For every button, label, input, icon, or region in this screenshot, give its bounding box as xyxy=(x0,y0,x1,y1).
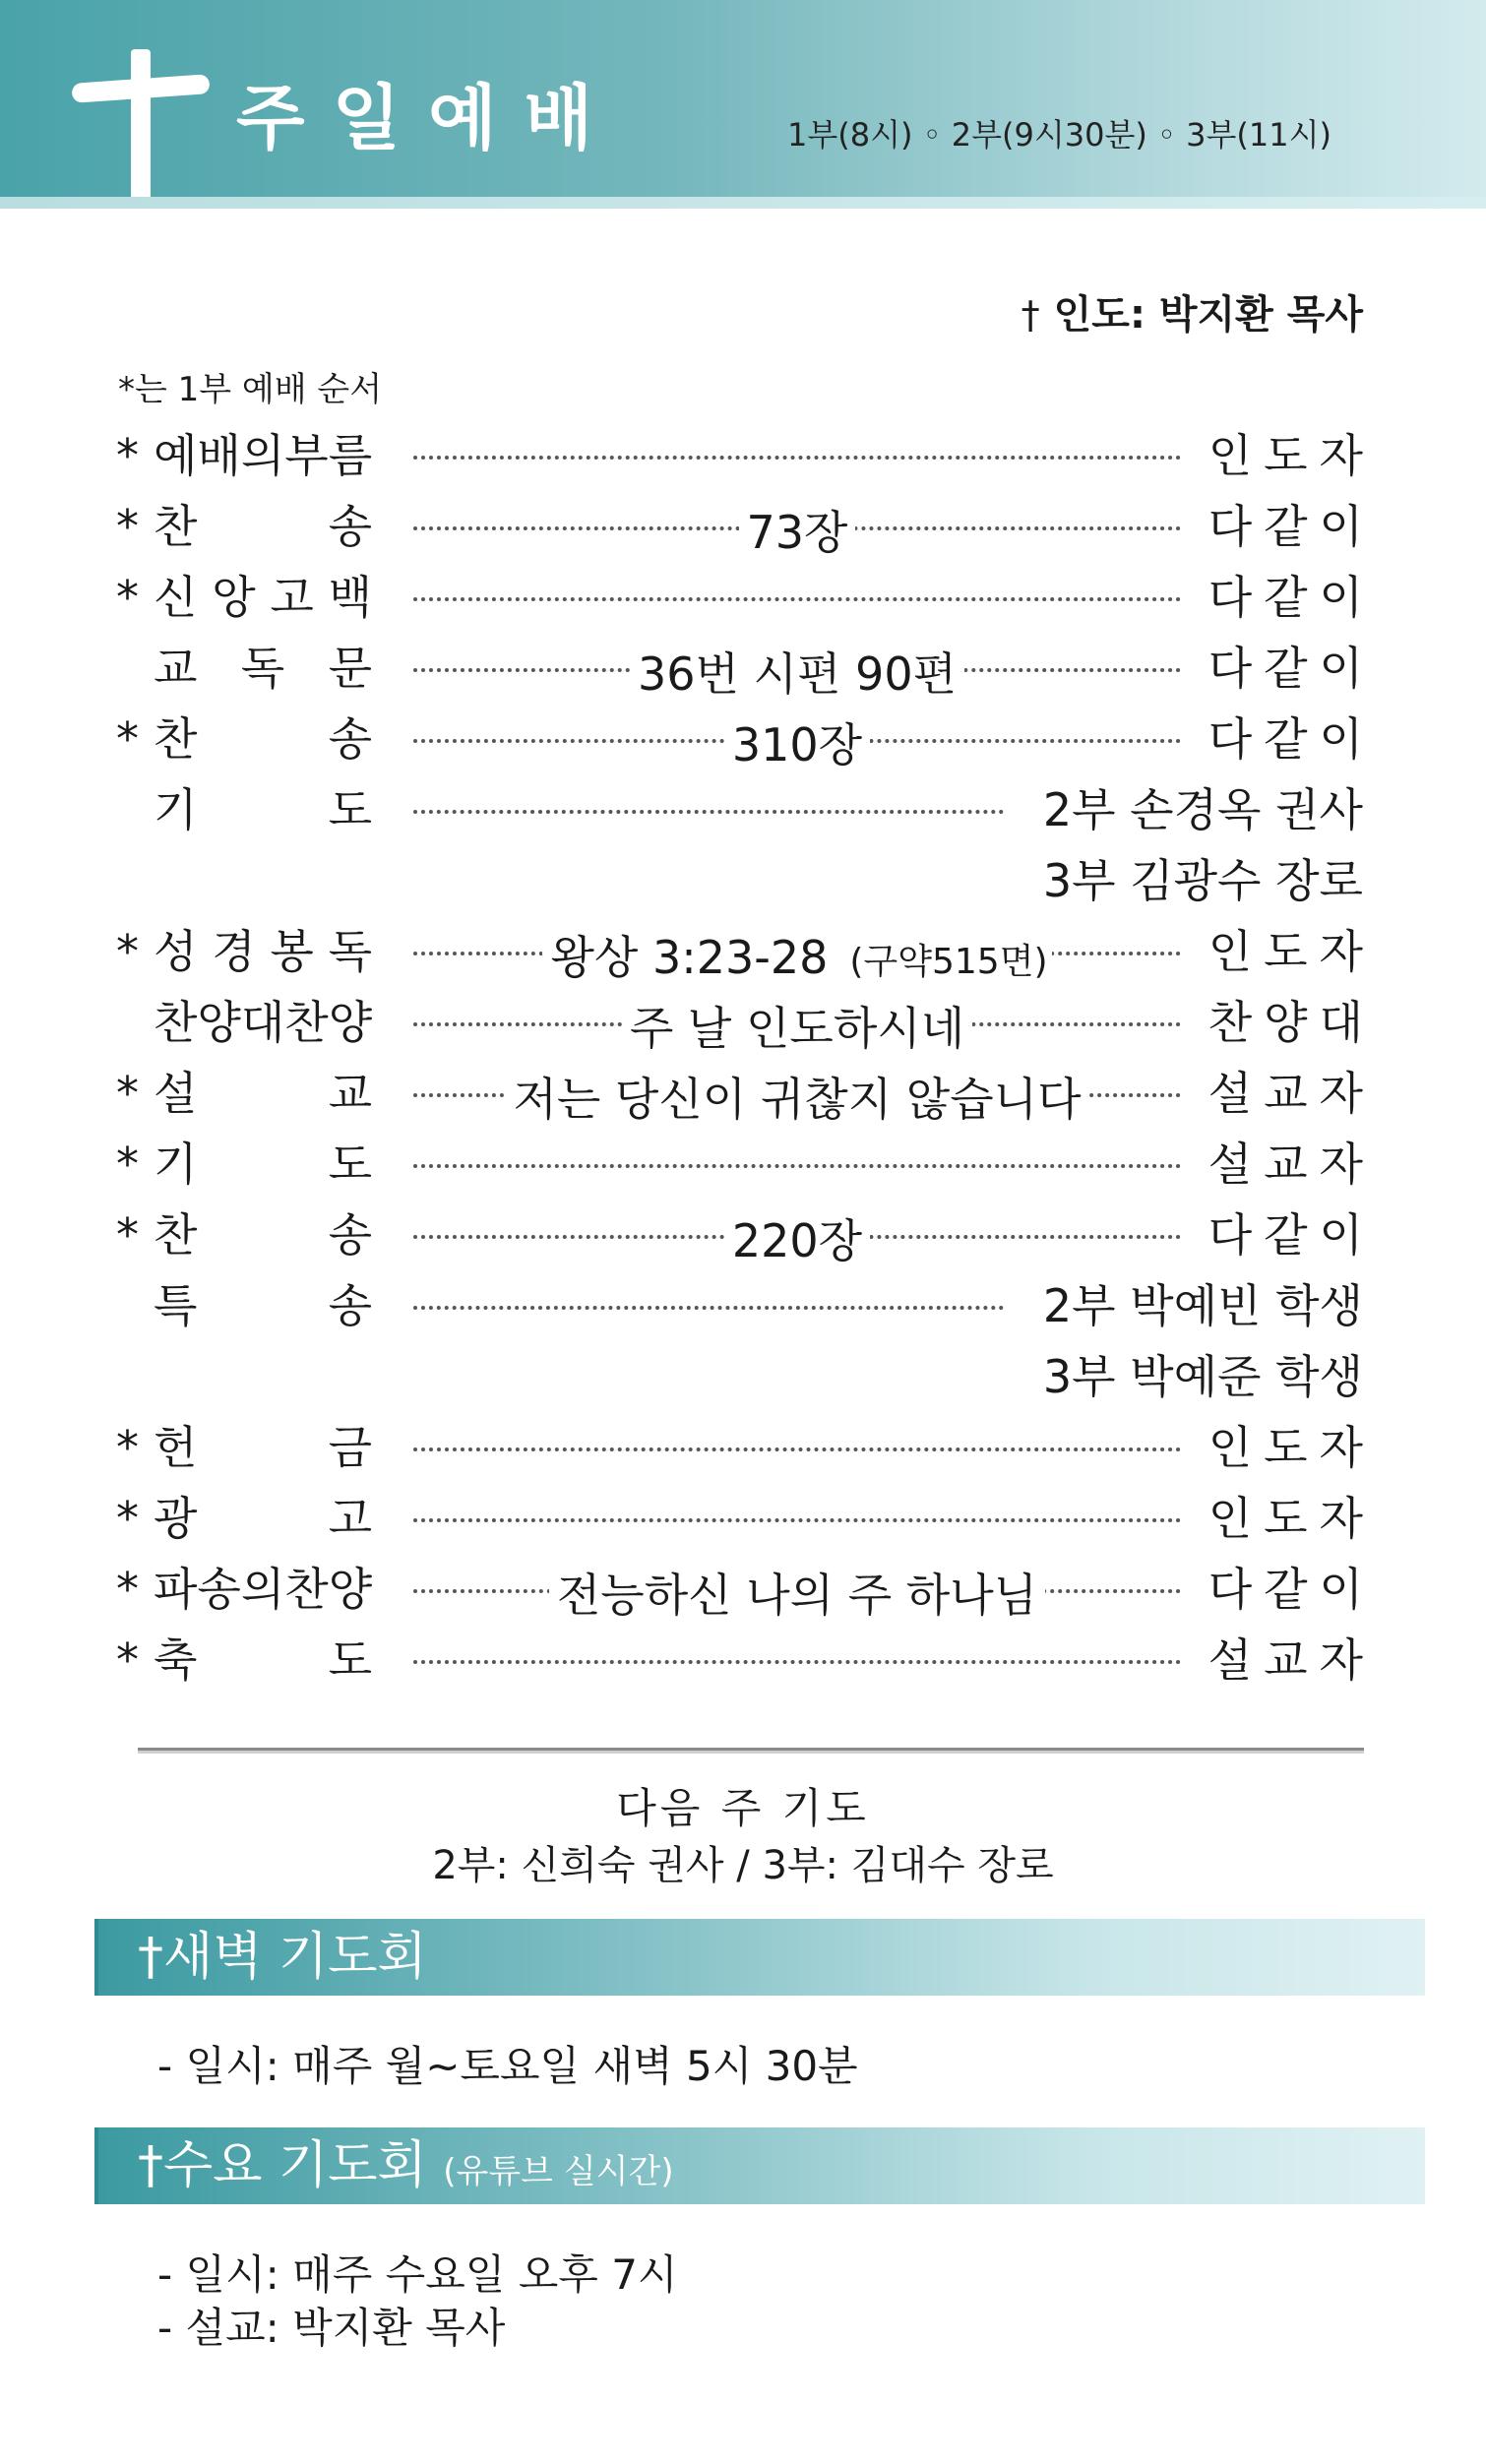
first-service-marker: * xyxy=(116,1138,139,1191)
order-item-responsible: 3부 김광수 장로 xyxy=(1042,854,1363,907)
order-item-responsible: 다같이 xyxy=(1207,1563,1375,1616)
order-item-responsible: 다같이 xyxy=(1207,571,1375,624)
order-item-detail xyxy=(413,993,1181,1064)
leader-text: 인도: 박지환 목사 xyxy=(1053,292,1363,338)
order-item-label-char: 독 xyxy=(240,642,285,695)
order-item-label xyxy=(154,1200,372,1270)
order-item-label-char: 송 xyxy=(328,1208,372,1262)
first-service-marker: * xyxy=(116,429,139,482)
first-service-marker: * xyxy=(116,1492,139,1545)
order-item-detail-note: (구약515면) xyxy=(849,942,1048,982)
wednesday-prayer-time: - 일시: 매주 수요일 오후 7시 xyxy=(157,2250,678,2299)
order-item-label-char: 금 xyxy=(328,1421,372,1474)
first-service-marker: * xyxy=(116,925,139,978)
order-item-detail-text: 310장 xyxy=(728,718,866,771)
next-week-title: 다음 주 기도 xyxy=(616,1784,870,1832)
dawn-prayer-time: - 일시: 매주 월~토요일 새벽 5시 30분 xyxy=(157,2042,858,2090)
wednesday-prayer-heading xyxy=(138,2127,674,2210)
header-strip xyxy=(0,197,1486,209)
order-item-responsible: 설교자 xyxy=(1207,1633,1375,1687)
section-divider xyxy=(138,1748,1364,1754)
order-item-label-char: 찬 xyxy=(154,1208,198,1262)
order-item-detail-text: 왕상 3:23-28 xyxy=(546,931,832,984)
dotted-leader xyxy=(413,1448,1181,1451)
dotted-leader xyxy=(413,1518,1181,1522)
order-row xyxy=(0,1200,1486,1270)
order-item-label-char: 교 xyxy=(328,1067,372,1120)
order-item-label xyxy=(154,1412,372,1483)
first-service-marker: * xyxy=(116,712,139,766)
order-item-label xyxy=(154,1554,372,1625)
order-item-label-char: 찬 xyxy=(154,500,198,553)
order-item-label xyxy=(154,1270,372,1341)
order-row xyxy=(0,1412,1486,1483)
order-item-label-char: 고 xyxy=(328,1492,372,1545)
order-row xyxy=(0,491,1486,562)
first-service-marker: * xyxy=(116,1421,139,1474)
first-service-marker: * xyxy=(116,1208,139,1262)
order-row xyxy=(0,704,1486,774)
dotted-leader xyxy=(413,1164,1181,1168)
order-item-label-char: 경 xyxy=(212,925,256,978)
order-item-label xyxy=(154,1625,372,1695)
order-row xyxy=(0,1483,1486,1554)
order-item-label xyxy=(154,420,372,491)
order-item-label-char: 예배의부름 xyxy=(154,429,373,482)
order-item-responsible: 찬양대 xyxy=(1207,996,1375,1049)
order-item-detail-text: 36번 시편 90편 xyxy=(634,647,960,701)
order-item-responsible: 인도자 xyxy=(1207,429,1375,482)
order-item-responsible: 인도자 xyxy=(1207,1421,1375,1474)
order-row xyxy=(0,633,1486,704)
order-item-label-char: 앙 xyxy=(212,571,256,624)
dawn-prayer-title: †새벽 기도회 xyxy=(138,1928,427,1987)
order-item-detail-text: 주 날 인도하시네 xyxy=(626,1002,968,1055)
dawn-prayer-header xyxy=(94,1919,1425,1996)
order-item-label-char: 송 xyxy=(328,712,372,766)
order-item-label-char: 교 xyxy=(154,642,198,695)
order-row xyxy=(0,1058,1486,1129)
order-item-responsible: 설교자 xyxy=(1207,1067,1375,1120)
first-service-marker: * xyxy=(116,500,139,553)
wednesday-prayer-subtitle: (유튜브 실시간) xyxy=(443,2152,674,2191)
order-item-label xyxy=(154,1058,372,1129)
order-item-label-char: 독 xyxy=(328,925,372,978)
order-item-label-char: 광 xyxy=(154,1492,198,1545)
order-item-detail-text: 73장 xyxy=(743,506,852,559)
wednesday-prayer-header xyxy=(94,2127,1425,2204)
order-item-label-char: 도 xyxy=(328,783,372,836)
service-leader xyxy=(1022,287,1363,342)
order-item-label-char: 찬양대찬양 xyxy=(154,996,373,1049)
order-item-label xyxy=(154,1129,372,1200)
dotted-leader xyxy=(413,597,1181,601)
order-row xyxy=(0,1554,1486,1625)
order-item-label-char: 기 xyxy=(154,783,198,836)
order-item-label-char: 문 xyxy=(328,642,372,695)
header-banner xyxy=(0,0,1486,197)
order-row xyxy=(0,1270,1486,1341)
order-item-detail-text: 전능하신 나의 주 하나님 xyxy=(553,1569,1041,1622)
order-item-label xyxy=(154,491,372,562)
order-item-detail xyxy=(413,639,1181,709)
dotted-leader xyxy=(413,1660,1181,1664)
order-item-responsible: 다같이 xyxy=(1207,712,1375,766)
order-item-detail xyxy=(413,709,1181,780)
order-item-label-char: 백 xyxy=(328,571,372,624)
order-item-detail-text: 저는 당신이 귀찮지 않습니다 xyxy=(509,1073,1084,1126)
first-service-marker: * xyxy=(116,571,139,624)
order-row xyxy=(0,562,1486,633)
order-item-detail xyxy=(413,497,1181,568)
dagger-icon: † xyxy=(1021,293,1040,337)
order-item-detail xyxy=(413,1560,1181,1631)
cross-icon xyxy=(131,49,151,209)
order-item-label xyxy=(154,704,372,774)
legend-note: *는 1부 예배 순서 xyxy=(118,370,383,409)
order-item-responsible: 다같이 xyxy=(1207,500,1375,553)
order-item-responsible: 다같이 xyxy=(1207,642,1375,695)
order-item-responsible: 2부 박예빈 학생 xyxy=(1042,1279,1363,1332)
order-item-label-char: 축 xyxy=(154,1633,198,1687)
order-row xyxy=(0,987,1486,1058)
order-item-responsible: 설교자 xyxy=(1207,1138,1375,1191)
page-title: 주일예배 xyxy=(236,77,621,159)
order-item-label-char: 송 xyxy=(328,500,372,553)
next-week-prayers: 2부: 신희숙 권사 / 3부: 김대수 장로 xyxy=(432,1843,1054,1888)
first-service-marker: * xyxy=(116,1067,139,1120)
order-item-label xyxy=(154,916,372,987)
order-item-label-char: 파송의찬양 xyxy=(154,1563,373,1616)
first-service-marker: * xyxy=(116,1563,139,1616)
order-item-label-char: 봉 xyxy=(270,925,314,978)
order-row xyxy=(0,774,1486,845)
order-item-detail xyxy=(413,1064,1181,1135)
order-item-detail xyxy=(413,1205,1181,1276)
order-row xyxy=(0,1341,1486,1412)
order-item-label-char: 도 xyxy=(328,1633,372,1687)
dotted-leader xyxy=(413,810,1004,814)
order-item-label xyxy=(154,1483,372,1554)
order-item-responsible: 2부 손경옥 권사 xyxy=(1042,783,1363,836)
order-row xyxy=(0,420,1486,491)
order-item-responsible: 3부 박예준 학생 xyxy=(1042,1350,1363,1403)
dotted-leader xyxy=(413,1306,1004,1310)
order-item-label-char: 기 xyxy=(154,1138,198,1191)
order-item-label-char: 신 xyxy=(154,571,198,624)
order-item-responsible: 인도자 xyxy=(1207,925,1375,978)
order-item-label-char: 찬 xyxy=(154,712,198,766)
order-row xyxy=(0,916,1486,987)
order-row xyxy=(0,845,1486,916)
order-item-responsible: 다같이 xyxy=(1207,1208,1375,1262)
wednesday-prayer-title: †수요 기도회 xyxy=(138,2136,427,2195)
order-item-label-char: 특 xyxy=(154,1279,198,1332)
order-item-label xyxy=(154,987,372,1058)
order-item-label-char: 헌 xyxy=(154,1421,198,1474)
service-times: 1부(8시) ◦ 2부(9시30분) ◦ 3부(11시) xyxy=(787,116,1331,154)
order-item-label-char: 성 xyxy=(154,925,198,978)
order-item-label-char: 고 xyxy=(270,571,314,624)
order-item-responsible: 인도자 xyxy=(1207,1492,1375,1545)
order-item-label xyxy=(154,562,372,633)
wednesday-prayer-preacher: - 설교: 박지환 목사 xyxy=(157,2304,506,2352)
order-item-label-char: 송 xyxy=(328,1279,372,1332)
dotted-leader xyxy=(413,456,1181,460)
order-item-label-char: 도 xyxy=(328,1138,372,1191)
first-service-marker: * xyxy=(116,1633,139,1687)
order-row xyxy=(0,1625,1486,1695)
order-item-detail-text: 220장 xyxy=(728,1214,866,1267)
order-row xyxy=(0,1129,1486,1200)
order-item-label xyxy=(154,774,372,845)
order-item-label xyxy=(154,633,372,704)
order-item-label-char: 설 xyxy=(154,1067,198,1120)
